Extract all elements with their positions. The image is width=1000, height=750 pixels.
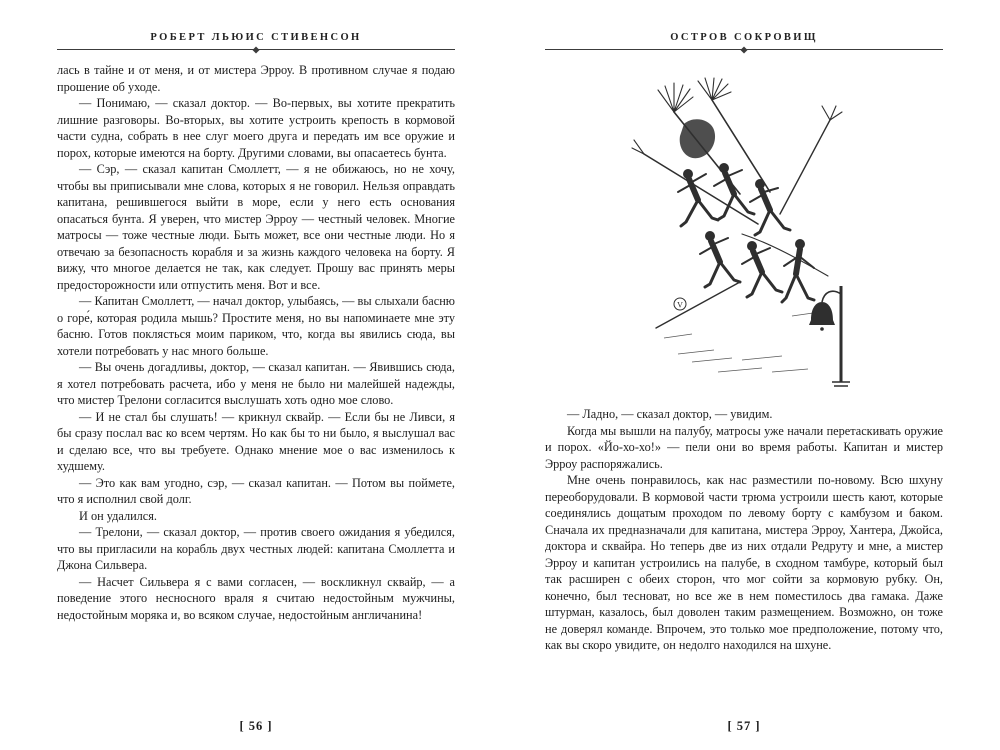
illustration-sailors-hauling [622, 76, 867, 394]
paragraph: — Это как вам угодно, сэр, — сказал капитан. — Потом вы поймете, что я исполнил свой долг. [57, 475, 455, 506]
diamond-ornament [252, 46, 259, 53]
diamond-ornament [740, 46, 747, 53]
paragraph: — Вы очень догадливы, доктор, — сказал капитан. — Явившись сюда, я хотел потребовать расчета, ибо у меня не было ни малейшей надежды, что мистер Трелони согласится выслушать хоть одно мое слово. [57, 360, 455, 407]
left-page-text [57, 62, 455, 710]
sailors-illustration-svg [622, 76, 867, 394]
paragraph: — Капитан Смоллетт, — начал доктор, улыбаясь, — вы слыхали басню о горе́, которая родила мышь? Простите меня, но вы напоминаете мне эту басню. Готов поклясться моим париком, что, когда вы явились сюда, вы хотели потребовать у нас много больше. [57, 294, 455, 358]
header-rule-left [57, 49, 455, 50]
ship-bell-icon [809, 286, 850, 386]
paragraph: — И не стал бы слушать! — крикнул сквайр. — Если бы не Ливси, я бы сразу послал вас ко всем чертям. Но как бы то ни было, я выслушал вас и сделаю все, что вы требуете. Однако мнение мое о вас изменилось к худшему. [57, 409, 455, 473]
paragraph: — Ладно, — сказал доктор, — увидим. [567, 407, 773, 421]
page-number-right: [ 57 ] [727, 719, 761, 733]
paragraph: Мне очень понравилось, как нас разместили по-новому. Всю шхуну переоборудовали. В кормовой части трюма устроили шесть кают, которые соединялись дощатым проходом по левому борту с камбузом и баком. Сначала их предназначали для капитана, мистера Эрроу, Хантера, Джойса, доктора и сквайра. Но теперь две из них отдали Редруту и мне, а мистер Эрроу и капитан устроились на палубе, в сходном тамбуре, который был так расширен с обеих сторон, что мог сойти за кормовую рубку. Он, конечно, был тесноват, но все же в нем поместилось два гамака. Даже штурман, казалось, был доволен таким размещением. Возможно, он тоже не доверял команде. Впрочем, это только мое предположение, потому что, как вы скоро увидите, он недолго находился на шхуне. [545, 473, 943, 652]
paragraph: лась в тайне и от меня, и от мистера Эрроу. В противном случае я подаю прошение об уходе. [57, 63, 455, 94]
artist-monogram [674, 298, 686, 310]
page-number-left: [ 56 ] [239, 719, 273, 733]
paragraph: Когда мы вышли на палубу, матросы уже начали перетаскивать оружие и порох. «Йо-хо-хо!» — пели они во время работы. Капитан и мистер Эрроу распоряжались. [545, 423, 943, 471]
header-rule-right [545, 49, 943, 50]
paragraph: И он удалился. [79, 508, 157, 523]
svg-text:V: V [676, 300, 683, 310]
paragraph: — Трелони, — сказал доктор, — против своего ожидания я убедился, что вы пригласили на корабль двух честных людей: капитана Смоллетта и Джона Сильвера. [57, 525, 455, 572]
running-head-author: РОБЕРТ ЛЬЮИС СТИВЕНСОН [150, 32, 362, 43]
page-left [57, 0, 455, 750]
paragraph: — Понимаю, — сказал доктор. — Во-первых, вы хотите прекратить лишние разговоры. Во-вторых, вы хотите устроить крепость в кормовой части судна, собрать в нее слуг моего друга и передать им все оружие и порох, которые имеются на борту. Другими словами, вы опасаетесь бунта. [57, 96, 455, 160]
page-right [545, 0, 943, 750]
running-head-title: ОСТРОВ СОКРОВИЩ [670, 32, 818, 43]
right-page-text [545, 406, 943, 712]
paragraph: — Сэр, — сказал капитан Смоллетт, — я не обижаюсь, но не хочу, чтобы вы приписывали мне слова, которых я не говорил. Нельзя оправдать капитана, решившегося выйти в море, если у него есть основания опасаться бунта. Я уверен, что мистер Эрроу — честный человек. Многие матросы — тоже честные люди. Быть может, все они честные люди. Но я отвечаю за безопасность корабля и за жизнь каждого человека на борту. Я вижу, что многое делается не так, как следует. Прошу вас принять меры предосторожности или отпустить меня. Вот и все. [57, 162, 455, 292]
paragraph: — Насчет Сильвера я с вами согласен, — воскликнул сквайр, — а поведение этого несносного враля я считаю недостойным мужчины, недостойным моряка и, во всяком случае, недостойным англичанина! [57, 574, 455, 622]
